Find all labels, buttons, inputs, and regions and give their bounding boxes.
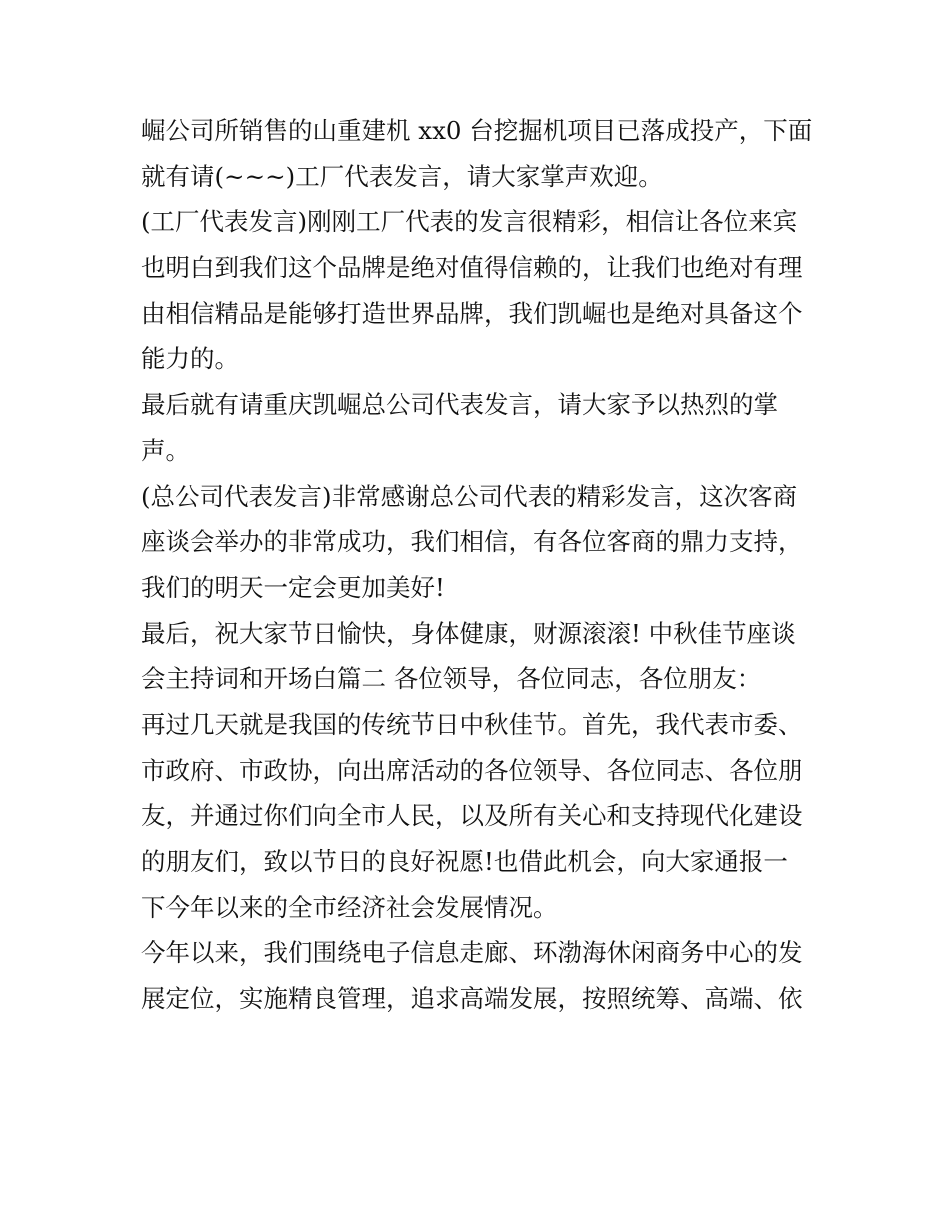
text-line: 会主持词和开场白篇二 各位领导，各位同志，各位朋友：: [141, 664, 762, 694]
text-line: 能力的。: [141, 344, 239, 374]
text-line: 就有请(~~~)工厂代表发言，请大家掌声欢迎。: [141, 161, 663, 191]
text-line: 下今年以来的全市经济社会发展情况。: [141, 892, 558, 922]
paragraph-1: [141, 108, 821, 199]
paragraph-5: [141, 611, 821, 702]
text-line: (总公司代表发言)非常感谢总公司代表的精彩发言，这次客商: [141, 481, 798, 511]
text-line: 今年以来，我们围绕电子信息走廊、环渤海休闲商务中心的发: [141, 938, 803, 968]
text-line: 也明白到我们这个品牌是绝对值得信赖的，让我们也绝对有理: [141, 253, 803, 283]
text-line: 我们的明天一定会更加美好!: [141, 572, 445, 602]
text-line: 市政府、市政协，向出席活动的各位领导、各位同志、各位朋: [141, 755, 803, 785]
text-line: 展定位，实施精良管理，追求高端发展，按照统筹、高端、依: [141, 984, 803, 1014]
paragraph-6: [141, 702, 821, 930]
text-line: 声。: [141, 435, 190, 465]
text-line: 由相信精品是能够打造世界品牌，我们凯崛也是绝对具备这个: [141, 298, 803, 328]
paragraph-7: [141, 930, 821, 1021]
paragraph-4: [141, 474, 821, 611]
text-line: 友，并通过你们向全市人民，以及所有关心和支持现代化建设: [141, 801, 803, 831]
document-body: [141, 108, 821, 1022]
text-line: 再过几天就是我国的传统节日中秋佳节。首先，我代表市委、: [141, 709, 803, 739]
paragraph-3: [141, 382, 821, 473]
paragraph-2: [141, 199, 821, 382]
text-line: (工厂代表发言)刚刚工厂代表的发言很精彩，相信让各位来宾: [141, 207, 798, 237]
text-line: 最后，祝大家节日愉快，身体健康，财源滚滚! 中秋佳节座谈: [141, 618, 796, 648]
text-line: 崛公司所销售的山重建机 xx0 台挖掘机项目已落成投产，下面: [141, 116, 813, 145]
text-line: 座谈会举办的非常成功，我们相信，有各位客商的鼎力支持，: [141, 527, 803, 557]
text-line: 最后就有请重庆凯崛总公司代表发言，请大家予以热烈的掌: [141, 390, 778, 420]
text-line: 的朋友们，致以节日的良好祝愿!也借此机会，向大家通报一: [141, 847, 788, 876]
